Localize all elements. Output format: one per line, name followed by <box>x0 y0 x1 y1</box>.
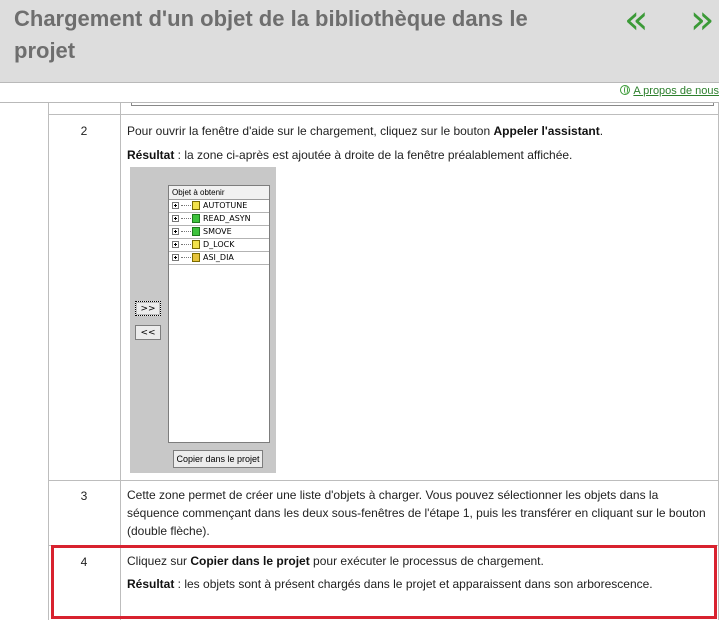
about-link[interactable] <box>620 85 719 97</box>
step-2-result <box>127 146 707 164</box>
result-text: : la zone ci-après est ajoutée à droite de la fenêtre préalablement affichée. <box>174 148 573 162</box>
list-item-label: READ_ASYN <box>203 214 251 223</box>
step-text: Pour ouvrir la fenêtre d'aide sur le chargement, cliquez sur le bouton <box>127 124 494 138</box>
step-bold-text: Appeler l'assistant <box>493 124 600 138</box>
previous-page-icon[interactable]: « <box>624 0 649 43</box>
step-2-instruction <box>127 122 707 140</box>
objects-to-load-list[interactable] <box>168 185 270 443</box>
tree-connector <box>181 205 191 206</box>
list-item-label: SMOVE <box>203 227 232 236</box>
expand-icon[interactable] <box>172 241 179 248</box>
library-object-icon <box>192 201 200 210</box>
assistant-panel <box>130 167 276 473</box>
table-column-divider <box>120 103 121 620</box>
expand-icon[interactable] <box>172 254 179 261</box>
expand-icon[interactable] <box>172 215 179 222</box>
add-to-list-button[interactable]: >> <box>135 301 161 316</box>
table-left-border <box>48 103 49 620</box>
globe-icon <box>620 85 630 95</box>
result-label: Résultat <box>127 148 175 162</box>
result-label: Résultat <box>127 577 175 591</box>
list-item[interactable] <box>169 252 269 265</box>
sub-toolbar <box>0 83 719 103</box>
copy-to-project-button[interactable]: Copier dans le projet <box>173 450 263 468</box>
list-item[interactable] <box>169 200 269 213</box>
list-item-label: ASI_DIA <box>203 253 234 262</box>
expand-icon[interactable] <box>172 202 179 209</box>
library-object-icon <box>192 214 200 223</box>
expand-icon[interactable] <box>172 228 179 235</box>
next-page-icon[interactable]: » <box>690 0 715 43</box>
list-header: Objet à obtenir <box>169 186 269 200</box>
library-object-icon <box>192 253 200 262</box>
library-object-icon <box>192 240 200 249</box>
list-item[interactable] <box>169 226 269 239</box>
step-3-instruction: Cette zone permet de créer une liste d'objets à charger. Vous pouvez sélectionner les objets dans la séquence commençant dans les deux sous-fenêtres de l'étape 1, puis les transférer en cliquant sur le bouton (double flèche). <box>127 488 706 538</box>
tree-connector <box>181 231 191 232</box>
list-item[interactable] <box>169 239 269 252</box>
step-bold-text: Copier dans le projet <box>190 554 310 568</box>
step-number: 4 <box>80 555 88 569</box>
remove-from-list-button[interactable]: << <box>135 325 161 340</box>
step-number: 3 <box>80 489 88 503</box>
step-text: pour exécuter le processus de chargement. <box>309 554 544 568</box>
library-object-icon <box>192 227 200 236</box>
list-item[interactable] <box>169 213 269 226</box>
step-text: . <box>599 124 604 138</box>
tree-connector <box>181 257 191 258</box>
row-divider <box>48 480 719 481</box>
list-item-label: AUTOTUNE <box>203 201 248 210</box>
about-link-label: A propos de nous <box>633 85 719 97</box>
tree-connector <box>181 218 191 219</box>
result-text: : les objets sont à présent chargés dans le projet et apparaissent dans son arborescence. <box>174 577 653 591</box>
step-number: 2 <box>80 124 88 138</box>
list-item-label: D_LOCK <box>203 240 235 249</box>
row-divider <box>48 114 719 115</box>
highlight-box <box>51 545 717 619</box>
step-text: Cliquez sur <box>127 554 191 568</box>
tree-connector <box>181 244 191 245</box>
previous-figure-edge <box>131 103 714 106</box>
page-title: Chargement d'un objet de la bibliothèque dans le projet <box>14 6 528 63</box>
page-header <box>0 0 719 83</box>
